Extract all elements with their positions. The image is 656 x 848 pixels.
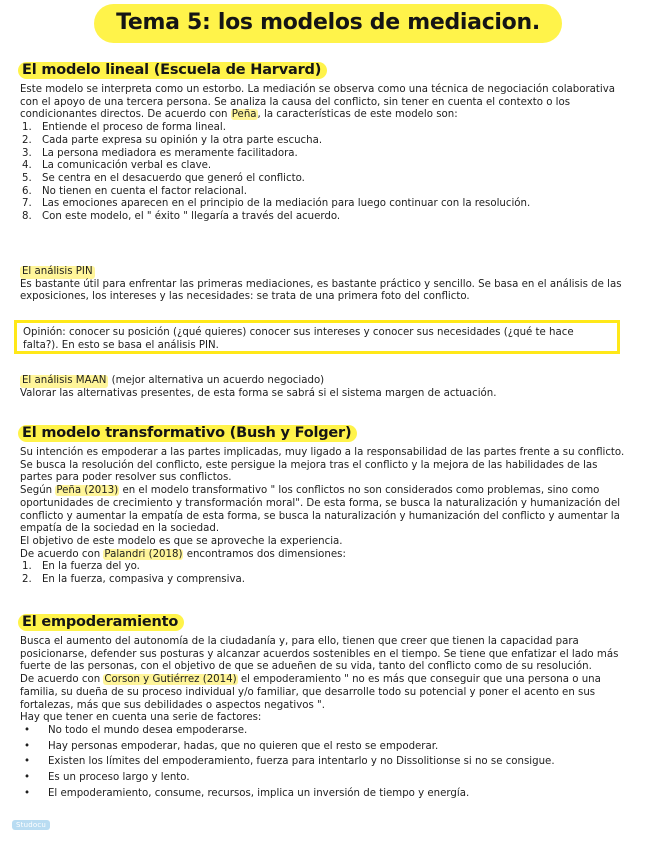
maan-label-line: [20, 375, 632, 388]
bullet: •: [24, 772, 31, 784]
section-transformativo-body: [20, 447, 632, 587]
list-item: [20, 198, 632, 211]
transformativo-p4: [20, 549, 632, 562]
bullet: •: [24, 756, 31, 768]
transformativo-p1: Su intención es empoderar a las partes implicadas, muy ligado a la responsabilidad de las partes frente a su conflicto. Se busca la resolución del conflicto, este persigue la mejora tras el conflicto y la mejora de las habilidades de las partes para poder resolver sus conflictos.: [20, 447, 625, 484]
transformativo-p2-b: en el modelo transformativo " los conflictos no son considerados como problemas, sino como oportunidades de crecimiento y transformación moral". De esta forma, se busca la naturalización y humanización del conflicto y aumentar la empatía de esta forma, se busca la naturalización y humanización del conflicto y aumentar la empatía de la sociedad en la sociedad.: [20, 485, 621, 535]
item-number: 8.: [22, 211, 32, 223]
list-item: [20, 574, 632, 587]
pin-label-line: [20, 266, 632, 279]
transformativo-p3: El objetivo de este modelo es que se aproveche la experiencia.: [20, 535, 343, 547]
bullet: •: [24, 724, 31, 736]
item-text: El empoderamiento, consume, recursos, implica un inversión de tiempo y energía.: [48, 787, 470, 799]
list-item: [20, 725, 632, 738]
list-item: [20, 741, 632, 754]
list-item: [20, 788, 632, 801]
empoderamiento-p1: Busca el aumento del autonomía de la ciudadanía y, para ello, tienen que creer que tienen la capacidad para posicionarse, defender sus posturas y alcanzar acuerdos sostenibles en el tiempo. Se tiene que enfatizar el lado más fuerte de las personas, con el objetivo de que se adueñen de su vida, tanto del conflicto como de su resolución.: [20, 636, 619, 673]
item-number: 1.: [22, 122, 32, 134]
item-text: Existen los límites del empoderamiento, fuerza para intentarlo y no Dissolitionse si no se consigue.: [48, 756, 555, 768]
author-highlight-pena-2013: Peña (2013): [56, 485, 119, 497]
empoderamiento-p2: [20, 674, 632, 712]
item-text: Las emociones aparecen en el principio de la mediación para luego continuar con la resolución.: [42, 198, 531, 210]
section-lineal-body: [20, 84, 632, 224]
list-item: [20, 561, 632, 574]
item-text: En la fuerza del yo.: [42, 561, 140, 573]
list-item: [20, 148, 632, 161]
item-number: 1.: [22, 561, 32, 573]
pin-text: Es bastante útil para enfrentar las primeras mediaciones, es bastante práctico y sencillo. Se basa en el análisis de las exposiciones, los intereses y las necesidades: se trata de una primera foto del conflicto.: [20, 278, 622, 303]
item-number: 7.: [22, 198, 32, 210]
transformativo-p4-a: De acuerdo con: [20, 548, 104, 560]
transformativo-p2: [20, 485, 632, 536]
item-text: Cada parte expresa su opinión y la otra parte escucha.: [42, 134, 323, 146]
item-text: Con este modelo, el " éxito " llegaría a través del acuerdo.: [42, 211, 341, 223]
author-highlight-pena: Peña: [231, 109, 257, 121]
item-text: En la fuerza, compasiva y comprensiva.: [42, 574, 245, 586]
transformativo-p4-b: encontramos dos dimensiones:: [183, 548, 346, 560]
item-text: No tienen en cuenta el factor relacional.: [42, 185, 247, 197]
section-heading-empoderamiento: El empoderamiento: [18, 614, 184, 631]
section-empoderamiento-body: [20, 636, 632, 803]
transformativo-p2-a: Según: [20, 485, 56, 497]
author-highlight-corson: Corson y Gutiérrez (2014): [104, 674, 237, 686]
empoderamiento-p2-b: el empoderamiento " no es más que conseguir que una persona o una familia, su dueña de su proceso individual y/o familiar, que desarrolle todo su potencial y poner el acento en sus fortalezas, más que sus debilidades o aspectos negativos ".: [20, 674, 601, 711]
empoderamiento-p3: Hay que tener en cuenta una serie de factores:: [20, 712, 262, 724]
item-number: 6.: [22, 185, 32, 197]
list-item: [20, 160, 632, 173]
item-text: No todo el mundo desea empoderarse.: [48, 724, 248, 736]
item-text: Entiende el proceso de forma lineal.: [42, 122, 226, 134]
section-maan: [20, 375, 632, 400]
list-item: [20, 173, 632, 186]
list-item: [20, 756, 632, 769]
item-number: 4.: [22, 160, 32, 172]
item-number: 2.: [22, 134, 32, 146]
maan-label: El análisis MAAN: [22, 375, 107, 386]
pin-label: El análisis PIN: [22, 266, 93, 277]
list-item: [20, 122, 632, 135]
list-item: [20, 211, 632, 224]
item-text: La comunicación verbal es clave.: [42, 160, 212, 172]
item-text: Hay personas empoderar, hadas, que no quieren que el resto se empoderar.: [48, 740, 439, 752]
dimensions-list: [20, 561, 632, 586]
list-item: [20, 186, 632, 199]
pin-callout-box: [14, 320, 620, 354]
item-text: Es un proceso largo y lento.: [48, 772, 190, 784]
lineal-characteristics-list: [20, 122, 632, 224]
bullet: •: [24, 740, 31, 752]
factors-list: [20, 725, 632, 801]
empoderamiento-p2-a: De acuerdo con: [20, 674, 104, 686]
lineal-intro-b: , la características de este modelo son:: [257, 109, 458, 121]
watermark-logo: Studocu: [12, 820, 50, 830]
item-number: 2.: [22, 574, 32, 586]
pin-callout-text: Opinión: conocer su posición (¿qué quieres) conocer sus intereses y conocer sus necesidades (¿qué te hace falta?). En esto se basa el análisis PIN.: [23, 327, 574, 351]
page-title: Tema 5: los modelos de mediacion.: [94, 4, 562, 43]
maan-label-rest: (mejor alternativa un acuerdo negociado): [108, 375, 325, 386]
item-text: La persona mediadora es meramente facilitadora.: [42, 147, 298, 159]
item-text: Se centra en el desacuerdo que generó el conflicto.: [42, 172, 305, 184]
section-heading-lineal: El modelo lineal (Escuela de Harvard): [18, 62, 327, 79]
maan-text: Valorar las alternativas presentes, de esta forma se sabrá si el sistema margen de actuación.: [20, 387, 497, 399]
list-item: [20, 772, 632, 785]
section-pin: [20, 266, 632, 304]
title-wrapper: [0, 4, 656, 43]
list-item: [20, 135, 632, 148]
lineal-intro: [20, 84, 632, 122]
item-number: 5.: [22, 172, 32, 184]
author-highlight-palandri: Palandri (2018): [104, 548, 183, 560]
lineal-intro-a: Este modelo se interpreta como un estorbo. La mediación se observa como una técnica de negociación colaborativa con el apoyo de una tercera persona. Se analiza la causa del conflicto, sin tener en cuenta el contexto o los condicionantes directos. De acuerdo con: [20, 84, 615, 121]
section-heading-transformativo: El modelo transformativo (Bush y Folger): [18, 425, 357, 442]
bullet: •: [24, 787, 31, 799]
item-number: 3.: [22, 147, 32, 159]
